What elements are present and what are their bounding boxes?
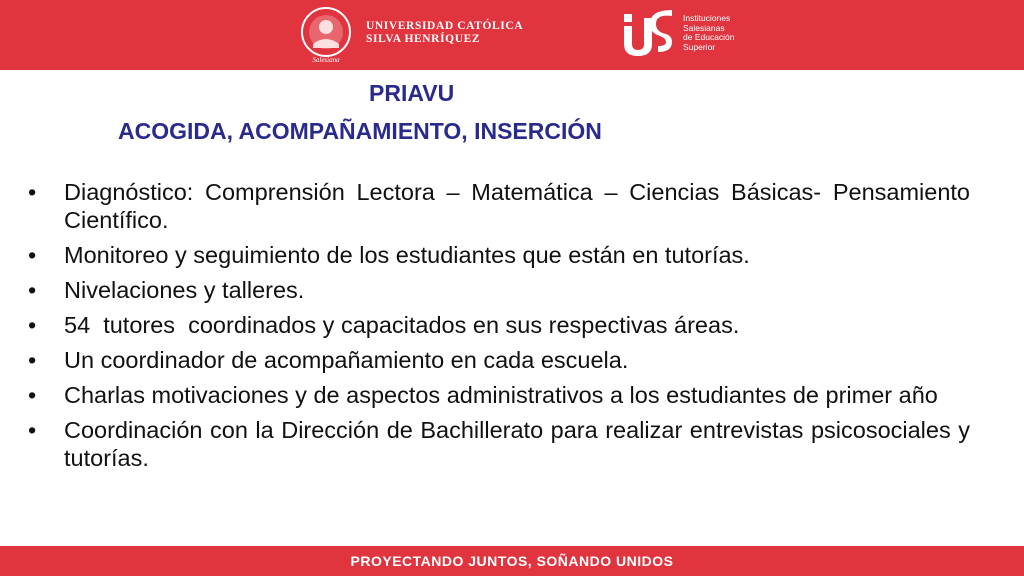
list-item-text: Diagnóstico: Comprensión Lectora – Matemática – Ciencias Básicas- Pensamiento Científico. [64, 179, 970, 233]
list-item [28, 276, 970, 304]
list-item [28, 241, 970, 269]
bullet-icon: • [28, 417, 37, 443]
ies-name [683, 14, 735, 52]
bullet-list [28, 178, 970, 479]
footer-tagline: PROYECTANDO JUNTOS, SOÑANDO UNIDOS [350, 553, 674, 569]
slide-subtitle: ACOGIDA, ACOMPAÑAMIENTO, INSERCIÓN [118, 118, 602, 144]
university-name [366, 20, 523, 46]
header-bar [0, 0, 1024, 70]
list-item [28, 381, 970, 409]
ies-logo [620, 10, 676, 58]
bullet-icon: • [28, 312, 37, 338]
university-name-line1: UNIVERSIDAD CATÓLICA [366, 20, 524, 32]
ies-name-line1: Instituciones [683, 13, 731, 23]
list-item [28, 346, 970, 374]
university-name-line2: SILVA HENRÍQUEZ [366, 33, 481, 45]
bullet-icon: • [28, 242, 37, 268]
list-item [28, 178, 970, 234]
list-item-text: Un coordinador de acompañamiento en cada escuela. [64, 347, 629, 373]
bullet-icon: • [28, 347, 37, 373]
university-seal-logo [291, 6, 361, 64]
list-item-text: Monitoreo y seguimiento de los estudiantes que están en tutorías. [64, 242, 750, 268]
bullet-icon: • [28, 382, 37, 408]
bullet-icon: • [28, 277, 37, 303]
ies-name-line3: de Educación [683, 32, 735, 42]
footer-bar [0, 546, 1024, 576]
list-item-text: Charlas motivaciones y de aspectos administrativos a los estudiantes de primer año [64, 382, 938, 408]
ies-name-line2: Salesianas [683, 22, 725, 33]
seal-text: Salesiana [312, 56, 340, 64]
list-item [28, 311, 970, 339]
slide-title: PRIAVU [369, 80, 455, 106]
list-item-text: 54 tutores coordinados y capacitados en sus respectivas áreas. [64, 312, 740, 338]
list-item-text: Nivelaciones y talleres. [64, 277, 305, 303]
bullet-icon: • [28, 179, 37, 205]
list-item-text: Coordinación con la Dirección de Bachillerato para realizar entrevistas psicosociales y tutorías. [64, 417, 970, 471]
ies-name-line4: Superior [683, 41, 716, 52]
list-item [28, 416, 970, 472]
